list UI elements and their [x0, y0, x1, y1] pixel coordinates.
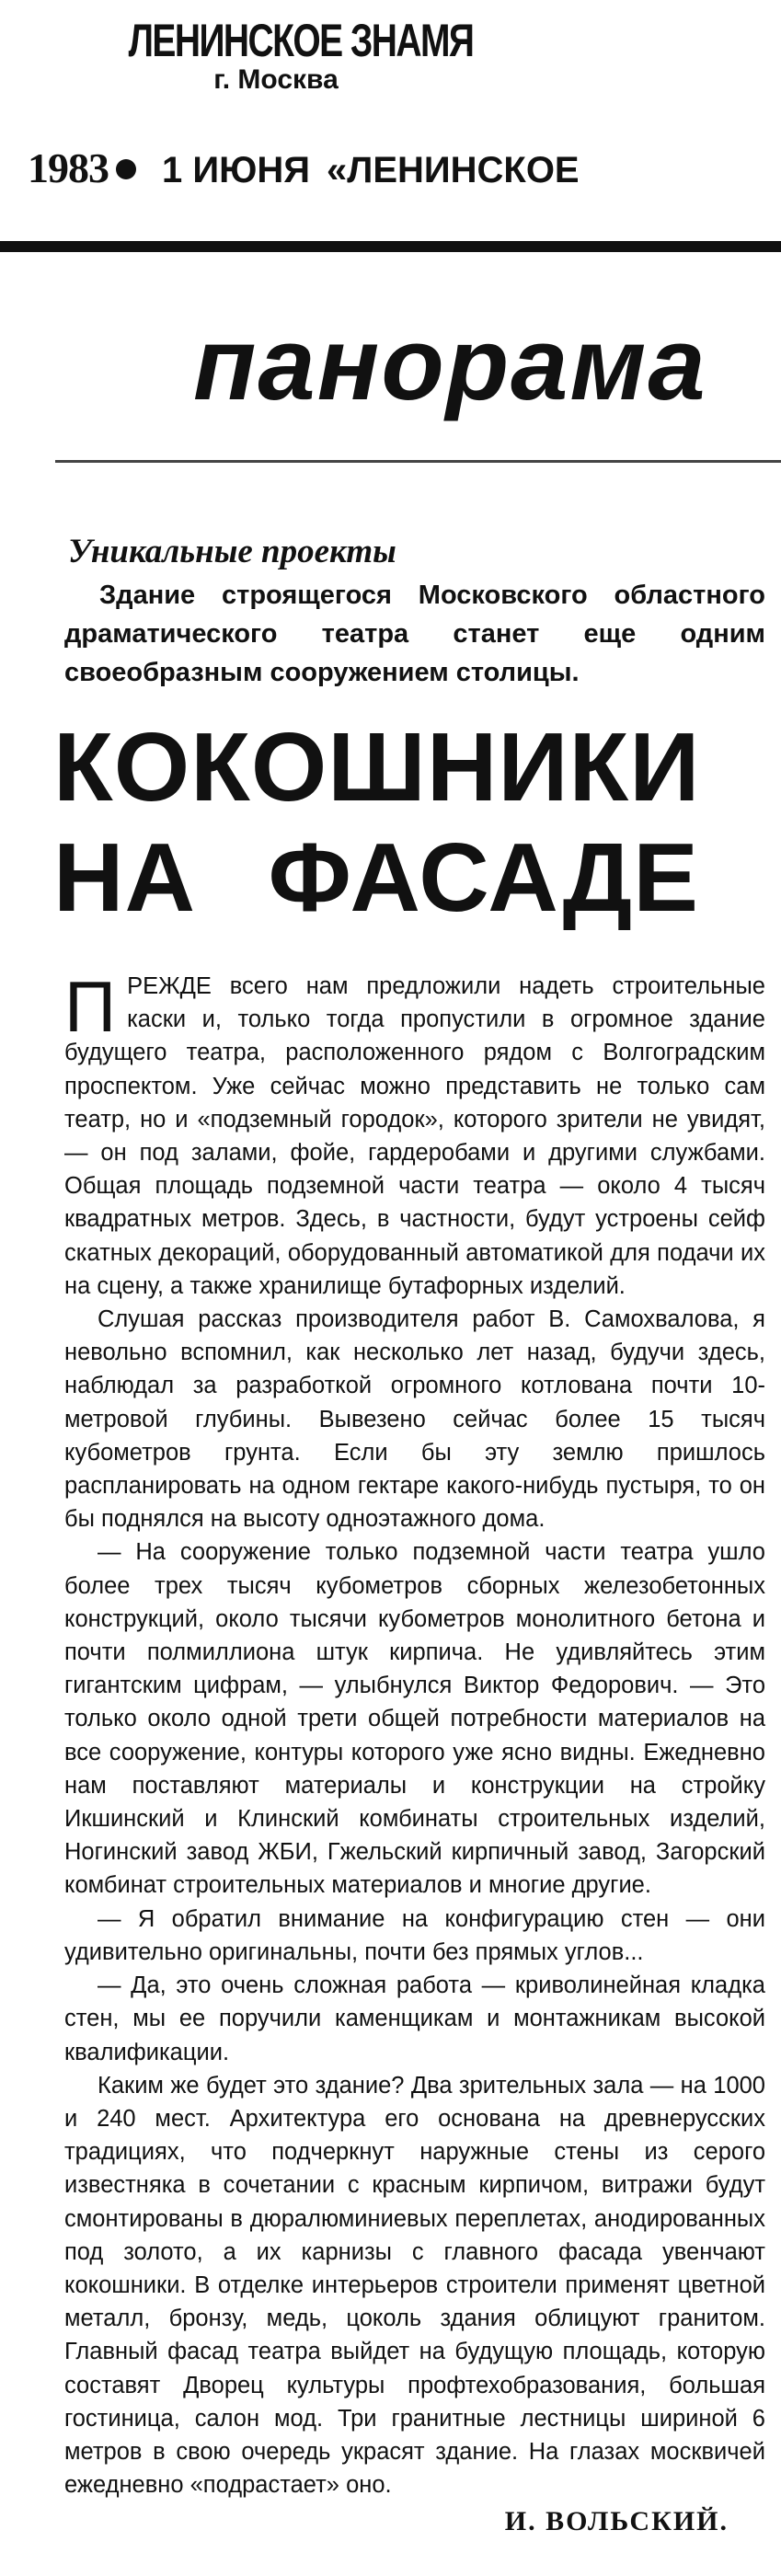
stamp-newspaper-name: ЛЕНИНСКОЕ ЗНАМЯ — [128, 15, 474, 66]
paragraph-text: РЕЖДЕ всего нам предложили надеть строительные каски и, только тогда пропустили в огромное здание будущего театра, расположенного рядом с Волгоградским проспектом. Уже сейчас можно представить не только сам театр, но и «подземный городок», которого зрители не увидят, — он под залами, фойе, гардеробами и другими службами. Общая площадь подземной части театра — около 4 тысяч квадратных метров. Здесь, в частности, будут устроены сейф скатных декораций, оборудованный автоматикой для подачи их на сцену, а также хранилище бутафорных изделий. — [64, 973, 765, 1299]
article-paragraph: — На сооружение только подземной части театра ушло более трех тысяч кубометров сборных железобетонных конструкций, около тысячи кубометров монолитного бетона и почти полмиллиона штук кирпича. Не удивляйтесь этим гигантским цифрам, — улыбнулся Виктор Федорович. — Это только около одной трети общей потребности материалов на все сооружение, контуры которого уже ясно видны. Ежедневно нам поставляют материалы и конструкции на стройку Икшинский и Клинский комбинаты строительных изделий, Ногинский завод ЖБИ, Гжельский кирпичный завод, Загорский комбинат строительных материалов и многие другие. — [64, 1539, 765, 1899]
article-paragraph — [64, 966, 765, 1303]
headline-line-2: НА ФАСАДЕ — [53, 823, 699, 932]
article-kicker: Уникальные проекты — [68, 533, 396, 570]
article-paragraph: — Я обратил внимание на конфигурацию стен — они удивительно оригинальны, почти без прямых углов... — [64, 1905, 765, 1965]
bullet-dot-icon — [116, 159, 136, 179]
headline-line-1: КОКОШНИКИ — [53, 713, 701, 822]
masthead — [28, 144, 781, 191]
rubric-rule — [55, 460, 781, 463]
author-signature: И. ВОЛЬСКИЙ. — [504, 2506, 729, 2537]
masthead-year: 1983 — [28, 144, 109, 191]
article-paragraph: Каким же будет это здание? Два зрительных зала — на 1000 и 240 мест. Архитектура его основана на древнерусских традициях, что подчеркнут наружные стены из серого известняка в сочетании с красным кирпичом, витражи будут смонтированы в дюралюминиевых переплетах, анодированных под золото, а их карнизы с главного фасада увенчают кокошники. В отделке интерьеров строители применят цветной металл, бронзу, медь, цоколь здания облицуют гранитом. Главный фасад театра выйдет на будущую площадь, которую составят Дворец культуры профтехобразования, большая гостиница, салон мод. Три гранитные лестницы шириной 6 метров в свою очередь украсят здание. На глазах москвичей ежедневно «подрастает» оно. — [64, 2072, 765, 2499]
article-headline — [53, 712, 765, 933]
article-lead: Здание строящегося Московского областного драматического театра станет еще одним своеобразным сооружением столицы. — [64, 581, 765, 687]
masthead-rule — [0, 241, 781, 252]
article-body — [64, 966, 765, 2501]
drop-cap: П — [64, 966, 117, 1047]
masthead-paper-name: «ЛЕНИНСКОЕ — [327, 150, 580, 190]
article — [53, 532, 765, 2540]
article-paragraph: — Да, это очень сложная работа — криволинейная кладка стен, мы ее поручили каменщикам и монтажникам высокой квалификации. — [64, 1972, 765, 2065]
article-paragraph: Слушая рассказ производителя работ В. Самохвалова, я невольно вспомнил, как несколько лет назад, будучи здесь, наблюдал за разработкой огромного котлована почти 10-метровой глубины. Вывезено сейчас более 15 тысяч кубометров грунта. Если бы эту землю пришлось распланировать на одном гектаре какого-нибудь пустыря, то он бы поднялся на высоту одноэтажного дома. — [64, 1306, 765, 1533]
section-rubric: панорама — [193, 306, 707, 421]
archive-stamp — [92, 15, 474, 96]
masthead-date: 1 ИЮНЯ — [162, 150, 310, 190]
stamp-city: г. Москва — [213, 64, 339, 95]
